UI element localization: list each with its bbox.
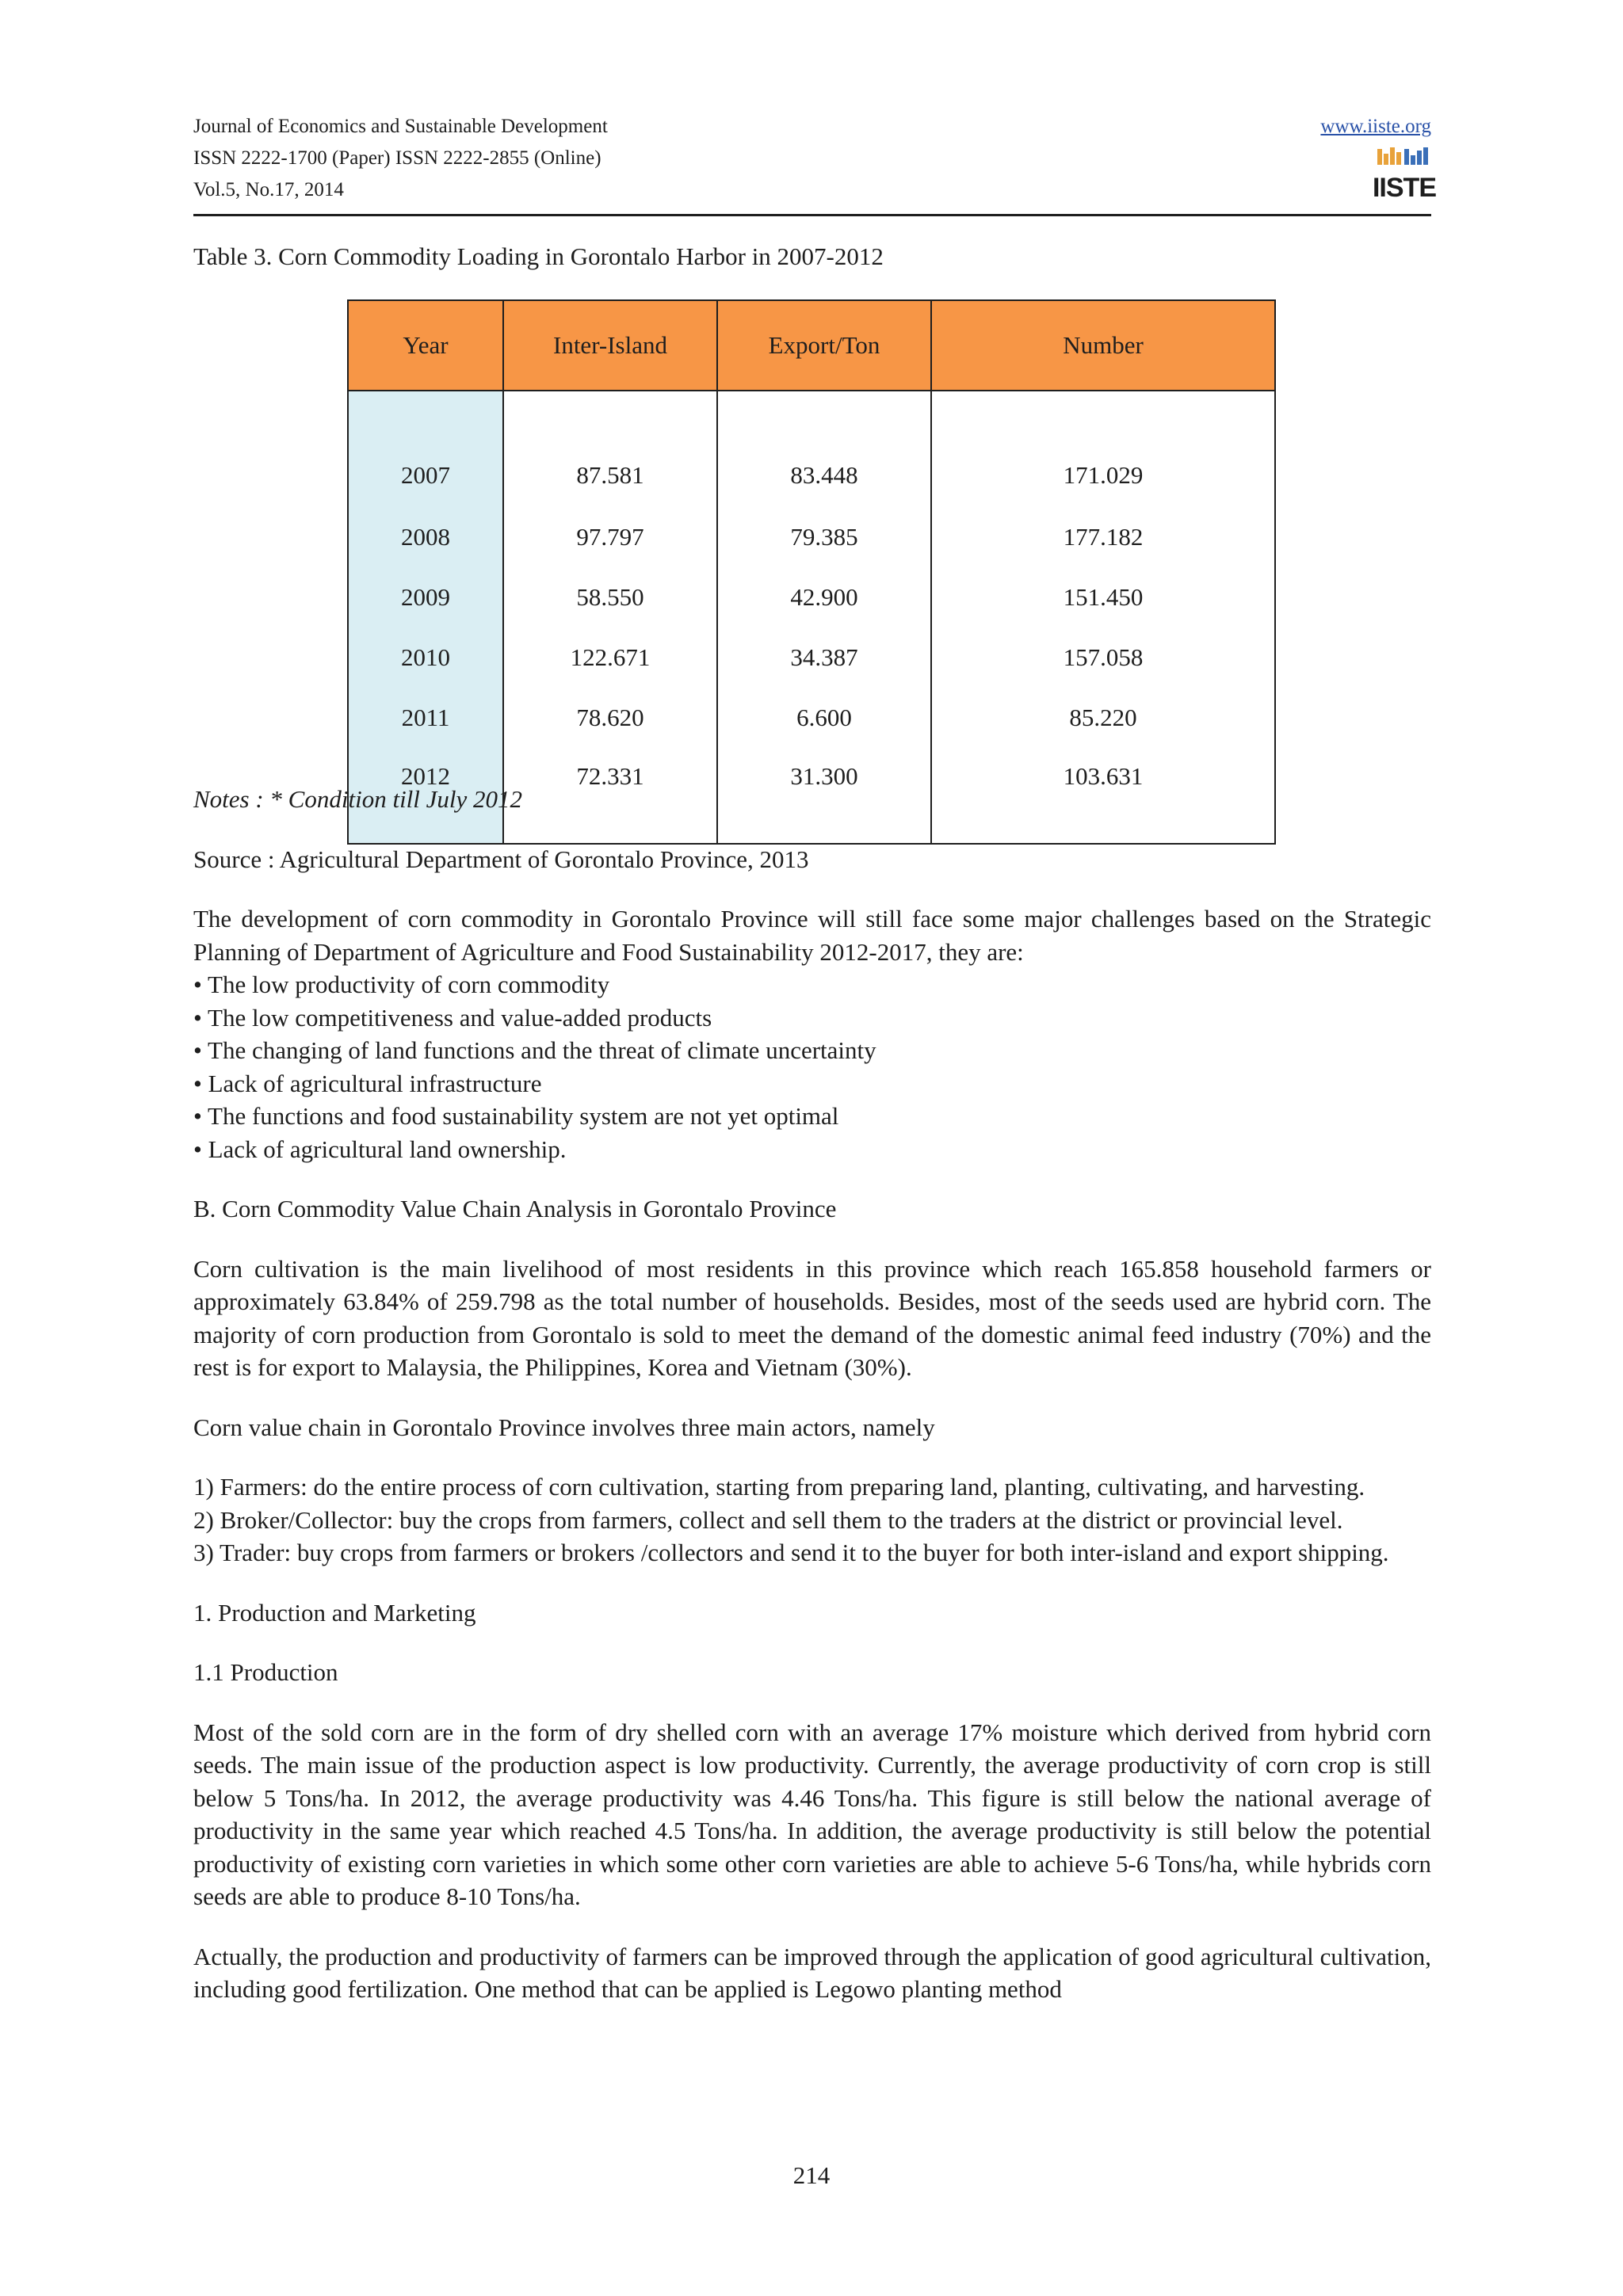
paragraph: Actually, the production and productivity of farmers can be improved through the application of good agricultural cultivation, including good fertilization. One method that can be applied is Legowo planting method	[193, 1942, 1431, 2003]
svg-text:IISTE: IISTE	[1372, 173, 1437, 203]
section-heading-1-1: 1.1 Production	[193, 1658, 338, 1686]
cell-inter-island: 122.671	[503, 627, 717, 688]
page-number: 214	[792, 2161, 831, 2189]
section-heading-b: B. Corn Commodity Value Chain Analysis in Gorontalo Province	[193, 1195, 837, 1222]
paragraph: Corn cultivation is the main livelihood of most residents in this province which reach 165.858 household farmers or approximately 63.84% of 259.798 as the total number of households. Besides, most of the seeds used are hybrid corn. The majority of corn production from Gorontalo is sold to meet the demand of the domestic animal feed industry (70%) and the rest is for export to Malaysia, the Philippines, Korea and Vietnam (30%).	[193, 1254, 1431, 1381]
cell-inter-island: 72.331	[503, 748, 717, 844]
list-item: • The functions and food sustainability system are not yet optimal	[193, 1102, 839, 1130]
cell-year: 2008	[348, 507, 503, 567]
header-inter-island: Inter-Island	[503, 300, 717, 391]
list-item: • The low productivity of corn commodity	[193, 971, 610, 998]
cell-number: 177.182	[931, 507, 1275, 567]
cell-export: 31.300	[717, 748, 931, 844]
actor-farmers: 1) Farmers: do the entire process of corn cultivation, starting from preparing land, planting, cultivating, and harvesting.	[193, 1473, 1365, 1501]
cell-export: 79.385	[717, 507, 931, 567]
table-source: Source : Agricultural Department of Gorontalo Province, 2013	[193, 845, 809, 873]
cell-inter-island: 97.797	[503, 507, 717, 567]
journal-title: Journal of Economics and Sustainable Development	[193, 116, 608, 137]
paragraph: Most of the sold corn are in the form of dry shelled corn with an average 17% moisture which derived from hybrid corn seeds. The main issue of the production aspect is low productivity. Currently, the average productivity of corn crop is still below 5 Tons/ha. In 2012, the average productivity was 4.46 Tons/ha. This figure is still below the national average of productivity in the same year which reached 4.5 Tons/ha. In addition, the average productivity is still below the potential productivity of existing corn varieties in which some other corn varieties are able to achieve 5-6 Tons/ha, while hybrids corn seeds are able to produce 8-10 Tons/ha.	[193, 1718, 1431, 1910]
table-container	[347, 299, 1276, 845]
cell-inter-island: 87.581	[503, 391, 717, 507]
table-row	[348, 567, 1275, 627]
cell-number: 157.058	[931, 627, 1275, 688]
header-year: Year	[348, 300, 503, 391]
cell-year: 2007	[348, 391, 503, 507]
list-item: • The changing of land functions and the threat of climate uncertainty	[193, 1036, 876, 1064]
journal-header	[193, 111, 1437, 206]
table-row	[348, 507, 1275, 567]
journal-url-link[interactable]: www.iiste.org	[1320, 116, 1431, 137]
body-text	[193, 783, 1431, 2033]
list-item: • Lack of agricultural land ownership.	[193, 1135, 567, 1163]
cell-inter-island: 78.620	[503, 688, 717, 748]
journal-issn: ISSN 2222-1700 (Paper) ISSN 2222-2855 (Online)	[193, 147, 601, 169]
table-row	[348, 688, 1275, 748]
list-item: • Lack of agricultural infrastructure	[193, 1069, 542, 1097]
header-export-ton: Export/Ton	[717, 300, 931, 391]
table-notes: Notes : * Condition till July 2012	[193, 785, 523, 813]
cell-export: 6.600	[717, 688, 931, 748]
cell-inter-island: 58.550	[503, 567, 717, 627]
cell-year: 2009	[348, 567, 503, 627]
list-item: • The low competitiveness and value-added products	[193, 1003, 712, 1032]
table-row	[348, 391, 1275, 507]
table-caption: Table 3. Corn Commodity Loading in Gorontalo Harbor in 2007-2012	[193, 242, 884, 270]
corn-loading-table	[347, 299, 1276, 845]
table-header-row	[348, 300, 1275, 391]
cell-number: 103.631	[931, 748, 1275, 844]
section-heading-1: 1. Production and Marketing	[193, 1598, 476, 1627]
actor-broker: 2) Broker/Collector: buy the crops from farmers, collect and sell them to the traders at the district or provincial level.	[193, 1505, 1343, 1534]
cell-number: 171.029	[931, 391, 1275, 507]
cell-export: 34.387	[717, 627, 931, 688]
cell-year: 2011	[348, 688, 503, 748]
header-number: Number	[931, 300, 1275, 391]
cell-number: 85.220	[931, 688, 1275, 748]
iiste-logo	[1372, 146, 1437, 203]
cell-export: 42.900	[717, 567, 931, 627]
header-divider	[193, 214, 1431, 216]
cell-export: 83.448	[717, 391, 931, 507]
table-row	[348, 627, 1275, 688]
journal-volume: Vol.5, No.17, 2014	[193, 179, 344, 200]
actor-trader: 3) Trader: buy crops from farmers or brokers /collectors and send it to the buyer for both inter-island and export shipping.	[193, 1539, 1389, 1566]
intro-paragraph: The development of corn commodity in Gorontalo Province will still face some major challenges based on the Strategic Planning of Department of Agriculture and Food Sustainability 2012-2017, they are:	[193, 905, 1431, 966]
challenges-list	[193, 968, 1431, 1165]
cell-year: 2010	[348, 627, 503, 688]
paragraph: Corn value chain in Gorontalo Province involves three main actors, namely	[193, 1413, 935, 1441]
cell-number: 151.450	[931, 567, 1275, 627]
cell-year: 2012	[348, 748, 503, 844]
